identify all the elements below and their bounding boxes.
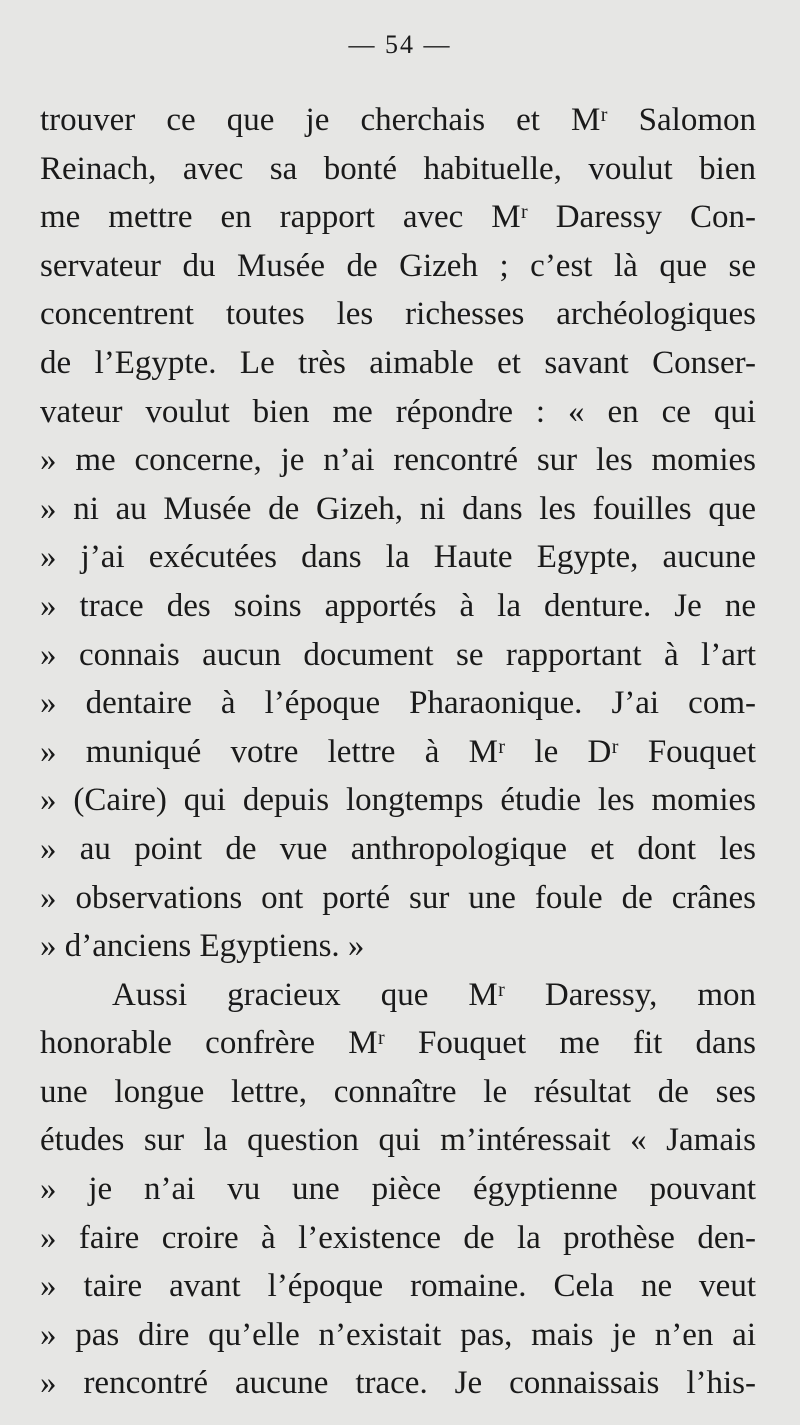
text-line: études sur la question qui m’intéressait « Jamais [40,1122,756,1159]
text-line: servateur du Musée de Gizeh ; c’est là que se [40,247,756,284]
text-line: » (Caire) qui depuis longtemps étudie les momies [40,782,756,819]
text-line: de l’Egypte. Le très aimable et savant Conser- [40,344,756,381]
text-line: » faire croire à l’existence de la prothèse den- [40,1219,756,1256]
text-line: » ni au Musée de Gizeh, ni dans les fouilles que [40,490,756,527]
text-line: » observations ont porté sur une foule de crânes [40,879,756,916]
text-line: » au point de vue anthropologique et dont les [40,830,756,867]
text-line: une longue lettre, connaître le résultat de ses [40,1073,756,1110]
text-line: me mettre en rapport avec Mʳ Daressy Con- [40,199,756,236]
text-line: trouver ce que je cherchais et Mʳ Salomon [40,102,756,138]
paragraph-start-line: Aussi gracieux que Mʳ Daressy, mon [112,976,756,1013]
text-line: vateur voulut bien me répondre : « en ce qui [40,393,756,430]
text-line: » me concerne, je n’ai rencontré sur les momies [40,442,756,479]
text-line: » dentaire à l’époque Pharaonique. J’ai com- [40,685,756,722]
text-line: concentrent toutes les richesses archéologiques [40,296,756,333]
text-line: Reinach, avec sa bonté habituelle, voulut bien [40,150,756,187]
text-line: » muniqué votre lettre à Mʳ le Dʳ Fouquet [40,733,756,770]
text-line: » rencontré aucune trace. Je connaissais l’his- [40,1365,756,1402]
text-line: » trace des soins apportés à la denture. Je ne [40,587,756,624]
text-line: » d’anciens Egyptiens. » [40,928,365,965]
text-body [40,96,756,1408]
text-line: » j’ai exécutées dans la Haute Egypte, aucune [40,539,756,576]
text-line: honorable confrère Mʳ Fouquet me fit dans [40,1025,756,1062]
page-number: — 54 — [348,30,452,59]
text-line: » taire avant l’époque romaine. Cela ne veut [40,1268,756,1305]
text-line: » connais aucun document se rapportant à l’art [40,636,756,673]
text-line: » je n’ai vu une pièce égyptienne pouvant [40,1171,756,1208]
text-line: » pas dire qu’elle n’existait pas, mais je n’en ai [40,1316,756,1353]
